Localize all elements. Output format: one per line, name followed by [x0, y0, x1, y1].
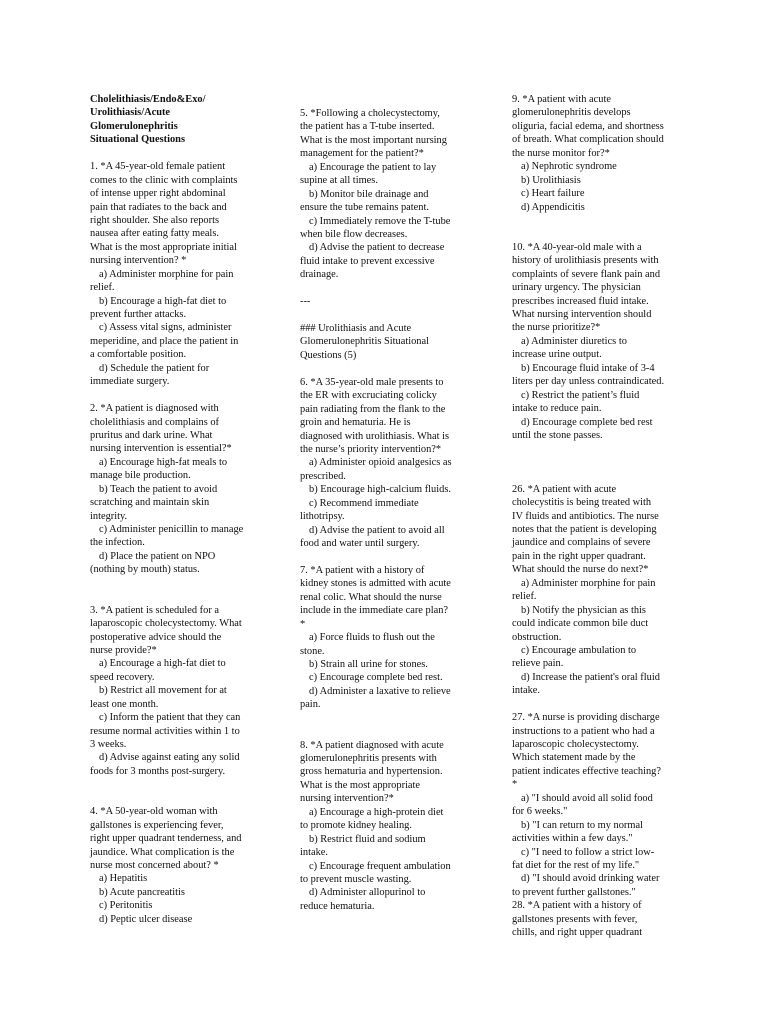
document-title-line: Glomerulonephritis [90, 120, 178, 132]
question-stem-line: diagnosed with urolithiasis. What is [300, 430, 450, 442]
answer-option-d: d) "I should avoid drinking water [521, 873, 660, 885]
question-stem-line: pain in the right upper quadrant. [512, 550, 646, 562]
answer-option-c: to prevent muscle wasting. [300, 873, 412, 885]
question-stem-line: gross hematuria and hypertension. [300, 766, 443, 778]
column-1 [90, 93, 252, 926]
question-stem-line: glomerulonephritis develops [512, 107, 631, 119]
answer-option: d) Appendicitis [521, 201, 585, 213]
question-stem-line: What is the most appropriate [300, 779, 421, 791]
question-6 [300, 376, 462, 551]
blank-line [90, 792, 252, 805]
question-stem-line: 27. *A nurse is providing discharge [512, 712, 660, 724]
question-stem-line: 9. *A patient with acute [512, 94, 611, 105]
answer-option-b: could indicate common bile duct [512, 618, 649, 630]
section-heading-line: ### Urolithiasis and Acute [300, 323, 412, 334]
question-stem-line: 7. *A patient with a history of [300, 564, 425, 576]
answer-option-b: obstruction. [512, 631, 562, 643]
answer-option-c: meperidine, and place the patient in [90, 335, 239, 347]
answer-option-a: a) Encourage high-fat meals to [99, 456, 228, 468]
question-stem-line: renal colic. What should the nurse [300, 591, 442, 603]
question-stem-line: nausea after eating fatty meals. [90, 228, 219, 240]
answer-option-c: c) Restrict the patient’s fluid [521, 389, 640, 401]
answer-option-d: d) Advise the patient to decrease [309, 242, 445, 254]
question-stem-line: complaints of severe flank pain and [512, 268, 661, 280]
answer-option-c: c) Encourage frequent ambulation [309, 860, 451, 872]
question-stem-line: of intense upper right abdominal [90, 188, 226, 200]
question-stem-line: gallstones presents with fever, [512, 913, 638, 925]
question-7 [300, 564, 462, 712]
answer-option-a: a) Encourage a high-fat diet to [99, 658, 226, 670]
question-stem-line: pain radiating from the flank to the [300, 403, 446, 415]
question-stem-line: * [512, 779, 518, 791]
question-3 [90, 604, 252, 779]
document-title-line: Cholelithiasis/Endo&Exo/ [90, 94, 206, 105]
answer-option-b: b) Notify the physician as this [521, 604, 646, 616]
answer-option: d) Peptic ulcer disease [99, 913, 193, 925]
answer-option-a: a) Encourage the patient to lay [309, 161, 437, 173]
blank-line [300, 550, 462, 563]
answer-option-c: relieve pain. [512, 658, 564, 670]
answer-option-a: manage bile production. [90, 470, 191, 482]
blank-line [512, 469, 674, 482]
answer-option-a: a) Force fluids to flush out the [309, 632, 435, 644]
question-4 [90, 805, 252, 926]
question-stem-line: What is the most important nursing [300, 134, 447, 146]
answer-option-b: b) Monitor bile drainage and [309, 188, 429, 200]
question-stem-line: IV fluids and antibiotics. The nurse [512, 510, 659, 522]
question-stem-line: management for the patient?* [300, 148, 424, 160]
question-stem-line: What should the nurse do next?* [512, 564, 649, 576]
question-5 [300, 107, 462, 282]
answer-option-d: d) Advise the patient to avoid all [309, 524, 445, 536]
answer-option-a: increase urine output. [512, 349, 602, 361]
question-stem-line: laparoscopic cholecystectomy. [512, 739, 639, 750]
answer-option-c: the infection. [90, 537, 145, 549]
question-stem-line: What is the most appropriate initial [90, 241, 237, 253]
question-stem-line: history of urolithiasis presents with [512, 255, 659, 267]
answer-option-d: d) Advise against eating any solid [99, 752, 240, 764]
answer-option: c) Heart failure [521, 188, 585, 200]
question-stem-line: gallstones is experiencing fever, [90, 819, 224, 831]
question-stem-line: nurse most concerned about? * [90, 859, 219, 871]
question-stem-line: kidney stones is admitted with acute [300, 578, 451, 590]
question-stem-line: cholelithiasis and complains of [90, 416, 219, 428]
answer-option: a) Hepatitis [99, 873, 148, 885]
answer-option-b: ensure the tube remains patent. [300, 202, 429, 214]
answer-option-b: b) Restrict fluid and sodium [309, 833, 426, 845]
blank-line [90, 577, 252, 590]
answer-option-d: intake. [512, 685, 540, 697]
question-8 [300, 739, 462, 914]
question-stem-line: 10. *A 40-year-old male with a [512, 241, 642, 253]
question-stem-line: the patient has a T-tube inserted. [300, 121, 435, 133]
answer-option-d: d) Place the patient on NPO [99, 550, 216, 562]
question-stem-line: the nurse prioritize?* [512, 322, 601, 334]
question-stem-line: notes that the patient is developing [512, 524, 657, 535]
blank-line [512, 227, 674, 240]
question-stem-line: chills, and right upper quadrant [512, 927, 643, 939]
question-stem-line: include in the immediate care plan? [300, 605, 449, 617]
answer-option-d: d) Schedule the patient for [99, 362, 210, 374]
answer-option-c: c) Recommend immediate [309, 497, 419, 509]
question-stem-line: right upper quadrant tenderness, and [90, 833, 242, 845]
blank-line [90, 389, 252, 402]
answer-option-b: integrity. [90, 510, 128, 522]
blank-line [300, 309, 462, 322]
question-1 [90, 160, 252, 388]
answer-option-a: supine at all times. [300, 175, 378, 187]
question-stem-line: * [300, 618, 306, 630]
answer-option-a: a) "I should avoid all solid food [521, 792, 653, 804]
answer-option-c: c) Inform the patient that they can [99, 712, 241, 724]
question-stem-line: 4. *A 50-year-old woman with [90, 806, 218, 818]
question-27 [512, 711, 674, 899]
question-10 [512, 241, 674, 443]
question-stem-line: nursing intervention is essential?* [90, 443, 232, 455]
answer-option-c: intake to reduce pain. [512, 403, 602, 415]
answer-option-d: until the stone passes. [512, 429, 603, 441]
column-3 [512, 93, 674, 940]
column-2 [300, 107, 462, 913]
answer-option-d: foods for 3 months post-surgery. [90, 765, 226, 777]
blank-line [512, 442, 674, 455]
question-stem-line: 28. *A patient with a history of [512, 900, 642, 912]
answer-option-d: d) Encourage complete bed rest [521, 416, 653, 428]
question-stem-line: nursing intervention? * [90, 255, 187, 267]
answer-option-b: b) Encourage fluid intake of 3-4 [521, 362, 655, 374]
answer-option-a: a) Administer morphine for pain [521, 577, 656, 589]
blank-line [512, 698, 674, 711]
answer-option-d: d) Administer a laxative to relieve [309, 685, 451, 697]
blank-line [90, 590, 252, 603]
answer-option: b) Urolithiasis [521, 174, 581, 186]
question-stem-line: What nursing intervention should [512, 309, 652, 320]
blank-line [300, 712, 462, 725]
blank-line [90, 147, 252, 160]
answer-option-c: when bile flow decreases. [300, 228, 408, 240]
question-stem-line: jaundice. What complication is the [90, 846, 235, 858]
answer-option-c: resume normal activities within 1 to [90, 725, 240, 737]
answer-option-b: b) "I can return to my normal [521, 819, 643, 831]
answer-option: c) Peritonitis [99, 900, 153, 912]
question-stem-line: postoperative advice should the [90, 631, 222, 643]
question-stem-line: pain that radiates to the back and [90, 201, 227, 213]
document-title-line: Situational Questions [90, 134, 185, 146]
question-26 [512, 483, 674, 698]
question-stem-line: glomerulonephritis presents with [300, 753, 437, 764]
answer-option-b: activities within a few days." [512, 833, 633, 845]
question-stem-line: groin and hematuria. He is [300, 417, 411, 429]
question-stem-line: patient indicates effective teaching? [512, 765, 661, 777]
answer-option-a: a) Encourage a high-protein diet [309, 806, 444, 818]
question-stem-line: 1. *A 45-year-old female patient [90, 161, 226, 173]
question-stem-line: jaundice and complains of severe [512, 537, 651, 549]
blank-line [300, 725, 462, 738]
question-stem-line: the nurse’s priority intervention?* [300, 443, 442, 455]
answer-option-d: immediate surgery. [90, 376, 170, 388]
blank-line [300, 282, 462, 295]
answer-option: b) Acute pancreatitis [99, 886, 185, 898]
answer-option-b: b) Strain all urine for stones. [309, 658, 428, 670]
question-stem-line: oliguria, facial edema, and shortness [512, 120, 664, 132]
question-stem-line: cholecystitis is being treated with [512, 497, 652, 509]
answer-option-a: a) Administer morphine for pain [99, 268, 234, 280]
question-stem-line: Which statement made by the [512, 752, 636, 764]
question-stem-line: laparoscopic cholecystectomy. What [90, 618, 242, 630]
answer-option-a: for 6 weeks." [512, 806, 568, 818]
answer-option-a: stone. [300, 645, 325, 657]
question-stem-line: the nurse monitor for?* [512, 147, 610, 159]
answer-option-b: intake. [300, 847, 328, 859]
answer-option-a: relief. [512, 591, 537, 603]
answer-option-a: a) Administer opioid analgesics as [309, 457, 452, 469]
blank-line [90, 778, 252, 791]
answer-option-d: to prevent further gallstones." [512, 886, 636, 898]
question-stem-line: pruritus and dark urine. What [90, 429, 213, 441]
question-stem-line: urinary urgency. The physician [512, 282, 641, 294]
question-stem-line: 5. *Following a cholecystectomy, [300, 108, 440, 119]
answer-option-a: prescribed. [300, 470, 346, 482]
answer-option-b: b) Restrict all movement for at [99, 685, 227, 697]
answer-option: a) Nephrotic syndrome [521, 161, 617, 173]
answer-option-b: least one month. [90, 698, 159, 710]
answer-option-c: c) Encourage complete bed rest. [309, 672, 443, 684]
blank-line [512, 456, 674, 469]
answer-option-b: liters per day unless contraindicated. [512, 376, 665, 388]
question-stem-line: comes to the clinic with complaints [90, 174, 238, 186]
answer-option-d: drainage. [300, 269, 339, 281]
answer-option-d: (nothing by mouth) status. [90, 564, 200, 576]
question-stem-line: 6. *A 35-year-old male presents to [300, 376, 444, 388]
answer-option-a: relief. [90, 282, 115, 294]
answer-option-d: pain. [300, 699, 321, 711]
answer-option-c: c) Administer penicillin to manage [99, 524, 244, 535]
question-stem-line: right shoulder. She also reports [90, 214, 219, 226]
answer-option-d: reduce hematuria. [300, 900, 375, 912]
question-stem-line: instructions to a patient who had a [512, 725, 655, 737]
question-stem-line: of breath. What complication should [512, 134, 664, 146]
answer-option-c: 3 weeks. [90, 739, 127, 750]
answer-option-a: to promote kidney healing. [300, 820, 412, 832]
question-stem-line: 8. *A patient diagnosed with acute [300, 739, 444, 751]
section-heading-line: Glomerulonephritis Situational [300, 336, 430, 348]
question-stem-line: 26. *A patient with acute [512, 483, 617, 495]
question-stem-line: prescribes increased fluid intake. [512, 295, 649, 307]
answer-option-a: speed recovery. [90, 671, 155, 683]
answer-option-b: scratching and maintain skin [90, 497, 210, 509]
question-stem-line: 3. *A patient is scheduled for a [90, 604, 219, 616]
answer-option-b: prevent further attacks. [90, 309, 187, 320]
answer-option-b: b) Encourage high-calcium fluids. [309, 484, 451, 496]
answer-option-c: a comfortable position. [90, 349, 187, 361]
question-stem-line: the ER with excruciating colicky [300, 390, 437, 402]
answer-option-b: b) Teach the patient to avoid [99, 483, 218, 495]
question-2 [90, 402, 252, 577]
question-stem-line: nursing intervention?* [300, 793, 394, 805]
blank-line [512, 214, 674, 227]
question-9 [512, 93, 674, 214]
answer-option-d: food and water until surgery. [300, 538, 420, 549]
document-title-line: Urolithiasis/Acute [90, 107, 171, 119]
answer-option-d: d) Administer allopurinol to [309, 887, 426, 899]
answer-option-b: b) Encourage a high-fat diet to [99, 295, 227, 307]
answer-option-c: c) "I need to follow a strict low- [521, 846, 655, 858]
section-separator: --- [300, 296, 311, 308]
answer-option-a: a) Administer diuretics to [521, 335, 627, 347]
answer-option-d: d) Increase the patient's oral fluid [521, 671, 660, 683]
answer-option-c: c) Assess vital signs, administer [99, 322, 232, 334]
answer-option-c: lithotripsy. [300, 511, 345, 523]
section-heading-line: Questions (5) [300, 349, 357, 361]
question-28 [512, 899, 674, 939]
answer-option-d: fluid intake to prevent excessive [300, 255, 435, 267]
answer-option-c: c) Immediately remove the T-tube [309, 215, 451, 227]
section-heading [300, 322, 462, 362]
blank-line [300, 362, 462, 375]
question-stem-line: nurse provide?* [90, 644, 157, 656]
answer-option-c: c) Encourage ambulation to [521, 644, 637, 656]
question-stem-line: 2. *A patient is diagnosed with [90, 403, 219, 415]
document-title [90, 93, 252, 147]
answer-option-c: fat diet for the rest of my life." [512, 859, 640, 871]
